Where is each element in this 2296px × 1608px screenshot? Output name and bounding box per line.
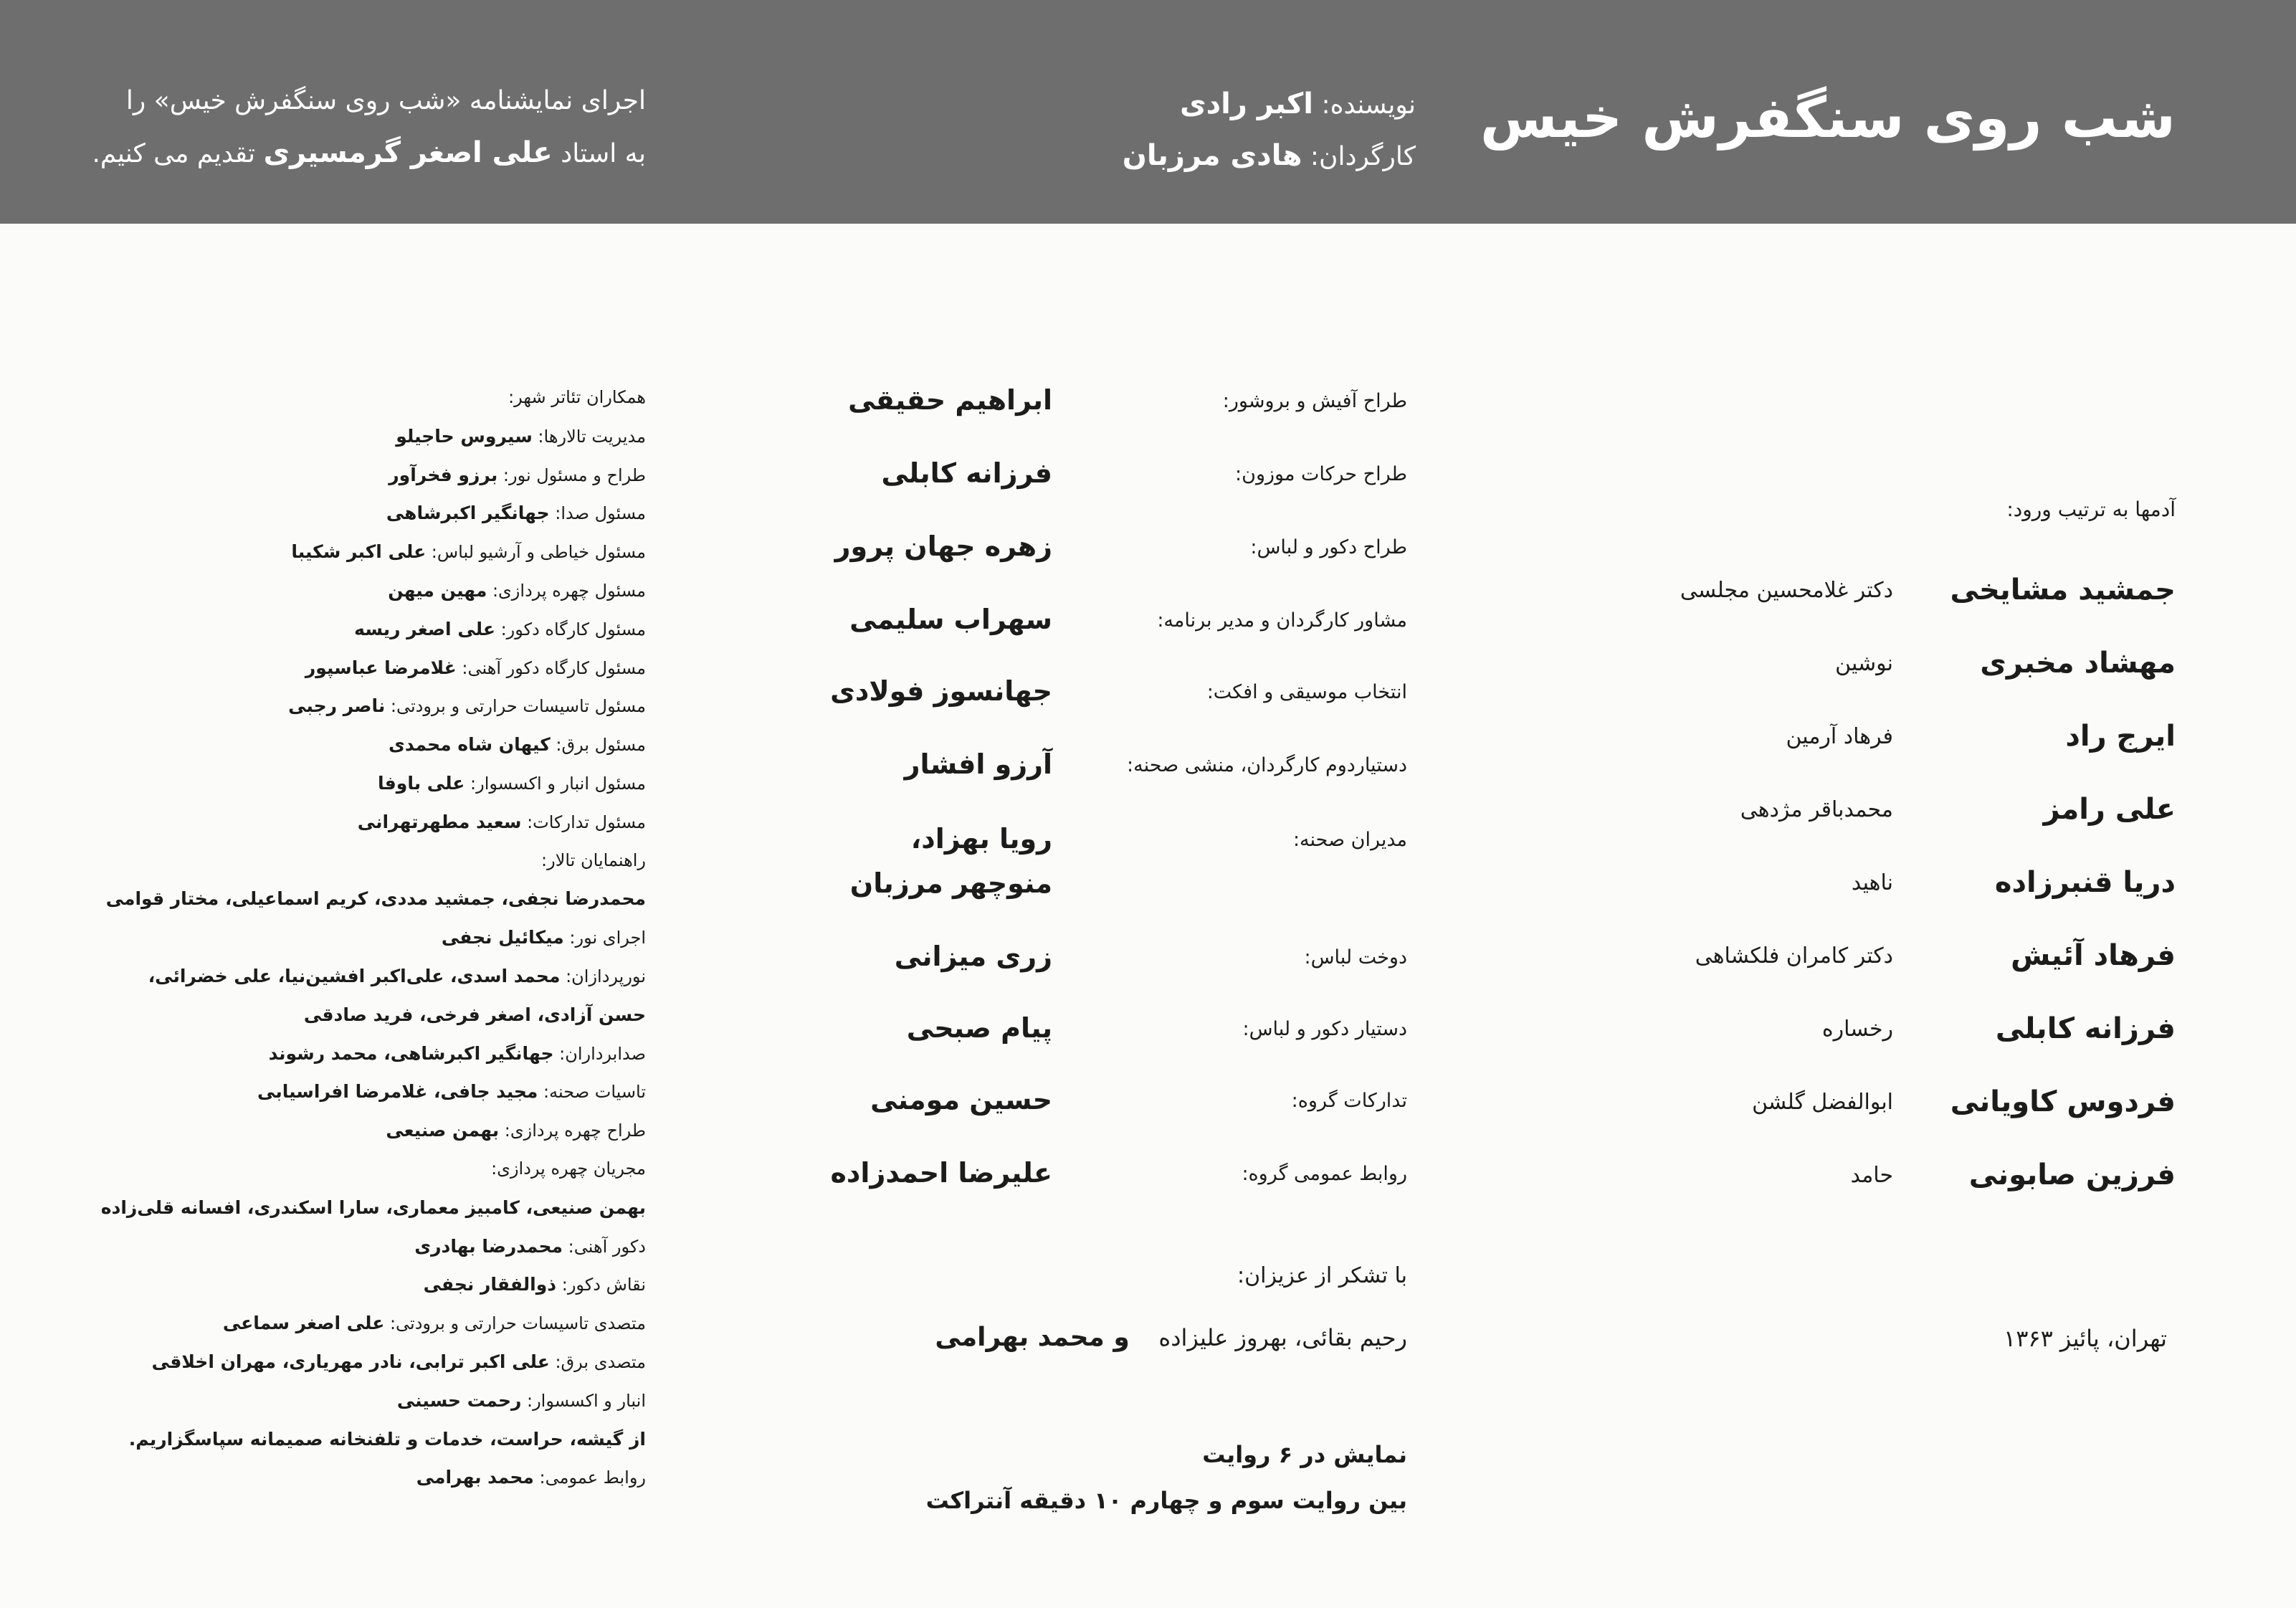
staff-row <box>389 465 646 485</box>
cast-actor <box>1950 574 2176 606</box>
crew-name: زهره جهان پرور <box>834 531 1052 562</box>
cast-actor <box>2044 793 2176 826</box>
staff-label: تاسیات صحنه: <box>543 1082 646 1102</box>
staff-row <box>152 1351 646 1372</box>
staff-label: مسئول برق: <box>556 735 646 755</box>
staff-name: جهانگیر اکبرشاهی <box>386 503 550 523</box>
crew-name: منوچهر مرزبان <box>849 867 1052 899</box>
dedication-line-2 <box>92 136 646 169</box>
staff-row <box>358 812 646 832</box>
staff-row <box>424 1274 646 1295</box>
staff-label: اجرای نور: <box>569 928 646 948</box>
cast-role-name: ابوالفضل گلشن <box>1752 1090 1893 1115</box>
staff-name: کیهان شاه محمدی <box>389 734 551 755</box>
staff-name: ذوالفقار نجفی <box>423 1274 557 1295</box>
thanks-label: با تشکر از عزیزان: <box>1237 1263 1407 1288</box>
staff-label: راهنمایان تالار: <box>541 850 646 870</box>
staff-label: نورپردازان: <box>566 966 646 986</box>
crew-name: آرزو افشار <box>904 748 1052 780</box>
cast-role <box>1680 578 1893 603</box>
thanks-names <box>935 1323 1407 1352</box>
writer-credit <box>1180 87 1416 120</box>
staff-label: مسئول کارگاه دکور آهنی: <box>462 658 646 678</box>
cast-role-name: دکتر کامران فلکشاهی <box>1695 943 1893 969</box>
city-date: تهران، پائیز ۱۳۶۳ <box>2004 1325 2167 1352</box>
staff-row <box>414 1236 646 1257</box>
play-title: شب روی سنگفرش خیس <box>1480 86 2176 151</box>
staff-row <box>378 773 646 794</box>
crew-role: مشاور کارگردان و مدیر برنامه: <box>1157 609 1407 632</box>
crew-role: طراح آفیش و بروشور: <box>1222 390 1407 412</box>
thanks-names-regular: رحیم بقائی، بهروز علیزاده <box>1158 1324 1407 1351</box>
cast-actor-name: فرزین صابونی <box>1968 1159 2176 1191</box>
staff-label: مسئول کارگاه دکور: <box>500 619 646 639</box>
cast-role-name: فرهاد آرمین <box>1786 724 1893 749</box>
staff-name: علی باوفا <box>378 773 465 794</box>
staff-name: مجید جافی، غلامرضا افراسیابی <box>257 1081 538 1102</box>
staff-row <box>101 1197 646 1218</box>
writer-label: نویسنده: <box>1321 90 1416 120</box>
staff-name: حسن آزادی، اصغر فرخی، فرید صادقی <box>303 1004 646 1025</box>
cast-actor-name: دریا قنبرزاده <box>1994 866 2176 899</box>
cast-role-name: دکتر غلامحسین مجلسی <box>1680 578 1893 603</box>
crew-role: مدیران صحنه: <box>1292 829 1407 851</box>
staff-label: مسئول خیاطی و آرشیو لباس: <box>431 542 646 562</box>
staff-row <box>389 734 646 755</box>
crew-role: دوخت لباس: <box>1304 946 1407 969</box>
cast-actor-name: ایرج راد <box>2065 720 2176 753</box>
cast-actor <box>1950 1085 2176 1118</box>
staff-row <box>129 1429 646 1450</box>
cast-role <box>1752 1090 1893 1115</box>
staff-name: محمد اسدی، علی‌اکبر افشین‌نیا، علی خضرائی، <box>148 966 561 986</box>
staff-name: علی اصغر ریسه <box>354 619 495 639</box>
cast-actor-name: جمشید مشایخی <box>1950 574 2176 606</box>
cast-actor-name: فرهاد آئیش <box>2011 939 2176 972</box>
crew-role: دستیاردوم کارگردان، منشی صحنه: <box>1127 754 1407 776</box>
cast-actor-name: فردوس کاویانی <box>1950 1085 2176 1118</box>
staff-row <box>416 1467 646 1488</box>
dedication-line-1: اجرای نمایشنامه «شب روی سنگفرش خیس» را <box>125 86 646 115</box>
staff-label: مسئول چهره پردازی: <box>492 581 646 601</box>
crew-name: ابراهیم حقیقی <box>848 384 1052 416</box>
staff-label: انبار و اکسسوار: <box>527 1391 646 1411</box>
cast-role <box>1695 943 1893 969</box>
staff-name: علی اصغر سماعی <box>222 1313 385 1333</box>
staff-label: متصدی برق: <box>555 1352 646 1372</box>
staff-row <box>288 695 646 716</box>
performance-note-1: نمایش در ۶ روایت <box>1202 1441 1407 1468</box>
staff-label: متصدی تاسیسات حرارتی و برودتی: <box>389 1313 646 1333</box>
staff-name: علی اکبر ترابی، نادر مهریاری، مهران اخلاقی <box>151 1351 550 1372</box>
thanks-names-bold: و محمد بهرامی <box>935 1323 1130 1352</box>
staff-row <box>491 1159 646 1179</box>
cast-role-name: رخساره <box>1821 1017 1893 1042</box>
staff-row <box>291 541 646 562</box>
crew-name: علیرضا احمدزاده <box>830 1157 1052 1189</box>
crew-role: تدارکات گروه: <box>1291 1090 1407 1112</box>
staff-name: محمدرضا نجفی، جمشید مددی، کریم اسماعیلی، مختار قوامی <box>105 888 646 909</box>
cast-role <box>1786 724 1893 749</box>
cast-role-name: حامد <box>1850 1163 1893 1188</box>
director-credit <box>1123 139 1416 172</box>
cast-role-name: ناهید <box>1851 870 1893 895</box>
staff-label: طراح چهره پردازی: <box>504 1121 646 1141</box>
crew-role: انتخاب موسیقی و افکت: <box>1206 681 1407 703</box>
cast-actor-name: مهشاد مخبری <box>1980 647 2176 680</box>
staff-row <box>148 966 646 986</box>
crew-name: پیام صبحی <box>906 1012 1052 1044</box>
staff-row <box>508 387 646 407</box>
dedication-post: تقدیم می کنیم. <box>92 139 256 168</box>
staff-row <box>354 619 646 639</box>
cast-actor <box>1969 1159 2176 1191</box>
cast-actor <box>1980 647 2176 680</box>
staff-row <box>442 927 646 948</box>
crew-role: طراح حرکات موزون: <box>1235 463 1407 485</box>
staff-label: مسئول صدا: <box>555 503 646 523</box>
cast-actor-name: علی رامز <box>2043 793 2176 826</box>
crew-name: رویا بهزاد، <box>910 823 1052 855</box>
staff-name: برزو فخرآور <box>389 465 498 485</box>
staff-row <box>388 580 646 601</box>
staff-name: غلامرضا عباسپور <box>305 657 457 678</box>
staff-name: بهمن صنیعی، کامبیز معماری، سارا اسکندری، افسانه قلی‌زاده <box>100 1197 646 1218</box>
crew-role: روابط عمومی گروه: <box>1242 1163 1407 1185</box>
cast-heading: آدمها به ترتیب ورود: <box>2006 498 2176 521</box>
staff-label: نقاش دکور: <box>561 1275 646 1295</box>
staff-label: مجریان چهره پردازی: <box>491 1159 646 1179</box>
cast-actor <box>2065 720 2176 753</box>
staff-row <box>541 850 646 870</box>
staff-row <box>106 888 646 909</box>
dedication-name: علی اصغر گرمسیری <box>263 136 553 169</box>
staff-name: میکائیل نجفی <box>441 927 564 948</box>
crew-role: طراح دکور و لباس: <box>1250 536 1407 558</box>
director-label: کارگردان: <box>1310 142 1416 171</box>
staff-row <box>223 1313 646 1333</box>
staff-row <box>396 426 646 447</box>
staff-row <box>269 1043 646 1064</box>
staff-label: مسئول انبار و اکسسوار: <box>470 774 646 794</box>
staff-label: صدابرداران: <box>559 1044 646 1064</box>
staff-name: مهین میهن <box>388 580 487 601</box>
staff-name: سعید مطهرتهرانی <box>357 812 522 832</box>
cast-role <box>1740 797 1893 822</box>
staff-label: مسئول تاسیسات حرارتی و برودتی: <box>390 696 646 716</box>
cast-role-name: نوشین <box>1835 651 1893 676</box>
cast-role <box>1822 1017 1893 1042</box>
cast-role-name: محمدباقر مژدهی <box>1740 797 1893 822</box>
staff-name: رحمت حسینی <box>396 1390 522 1411</box>
staff-row <box>397 1390 646 1411</box>
cast-role <box>1852 870 1893 895</box>
cast-role <box>1835 651 1893 676</box>
staff-label: طراح و مسئول نور: <box>502 465 646 485</box>
staff-name: جهانگیر اکبرشاهی، محمد رشوند <box>268 1043 554 1064</box>
staff-name: ناصر رجبی <box>288 695 386 716</box>
cast-actor-name: فرزانه کابلی <box>1995 1012 2176 1045</box>
staff-label: مسئول تدارکات: <box>527 812 646 832</box>
director-name: هادی مرزبان <box>1122 139 1302 172</box>
staff-row <box>257 1081 646 1102</box>
cast-actor <box>1996 1012 2176 1045</box>
staff-row <box>386 1120 646 1141</box>
cast-actor <box>2011 939 2176 972</box>
staff-name: علی اکبر شکیبا <box>291 541 427 562</box>
staff-name: سیروس حاجیلو <box>396 426 533 447</box>
staff-label: همکاران تئاتر شهر: <box>508 387 646 407</box>
performance-note-2: بین روایت سوم و چهارم ۱۰ دقیقه آنتراکت <box>925 1487 1407 1514</box>
staff-label: مدیریت تالارها: <box>538 427 646 447</box>
crew-name: جهانسوز فولادی <box>830 675 1052 707</box>
crew-name: حسین مومنی <box>870 1084 1052 1115</box>
staff-label: دکور آهنی: <box>568 1237 646 1257</box>
writer-name: اکبر رادی <box>1179 87 1314 120</box>
staff-row <box>305 657 646 678</box>
staff-name: از گیشه، حراست، خدمات و تلفنخانه صمیمانه سپاسگزاریم. <box>128 1429 646 1450</box>
cast-actor <box>1995 866 2176 899</box>
staff-name: محمدرضا بهادری <box>414 1236 563 1257</box>
staff-row <box>304 1004 646 1025</box>
crew-name: زری میزانی <box>894 941 1052 972</box>
dedication-pre: به استاد <box>561 139 646 168</box>
staff-name: بهمن صنیعی <box>386 1120 500 1141</box>
cast-role <box>1850 1163 1893 1188</box>
crew-role: دستیار دکور و لباس: <box>1242 1018 1407 1040</box>
staff-label: روابط عمومی: <box>539 1467 646 1488</box>
crew-name: فرزانه کابلی <box>881 457 1052 489</box>
staff-row <box>386 503 646 523</box>
crew-name: سهراب سلیمی <box>849 604 1052 635</box>
staff-name: محمد بهرامی <box>416 1467 534 1488</box>
